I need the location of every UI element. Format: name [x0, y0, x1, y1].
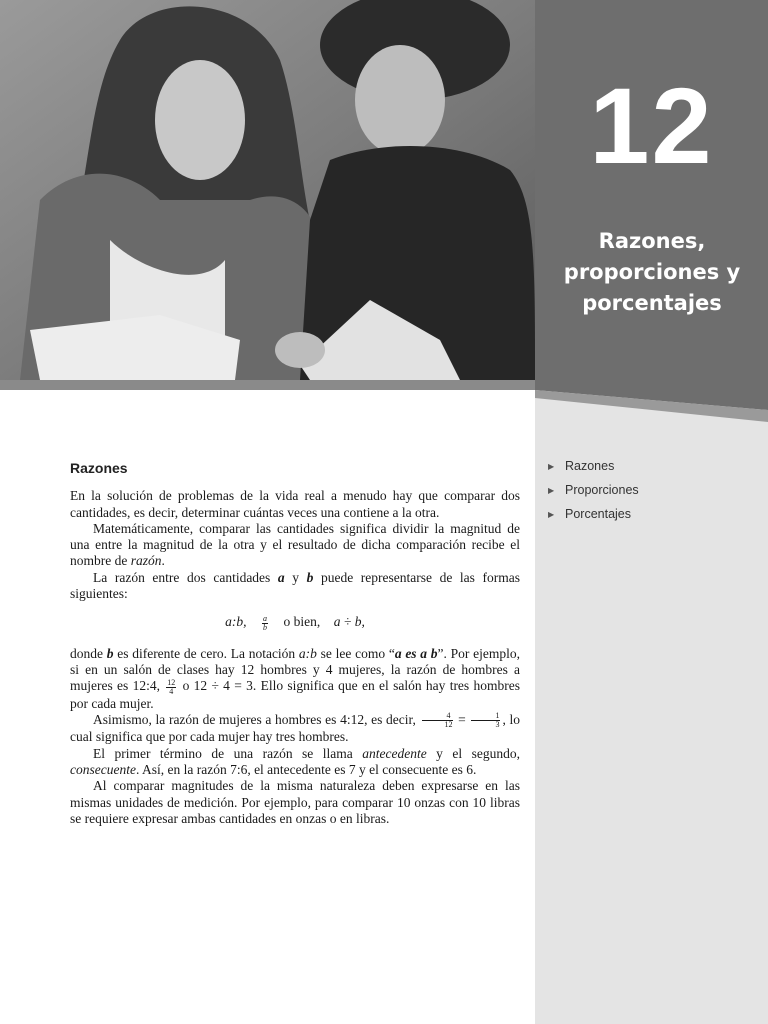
- paragraph-1: En la solución de problemas de la vida real a menudo hay que comparar dos cantidades, es decir, determinar cuántas veces una contiene a la otra.: [70, 488, 520, 520]
- chapter-number: 12: [589, 65, 714, 186]
- text-run: Matemáticamente, comparar las cantidades significa dividir la magnitud de una entre la magnitud de la otra y el resultado de dicha comparación recibe el nombre de: [70, 520, 520, 569]
- text-run: El primer término de una razón se llama: [93, 745, 363, 761]
- paragraph-7: Al comparar magnitudes de la misma naturaleza deben expresarse en las mismas unidades de medición. Por ejemplo, para comparar 10 onzas con 10 libras se requiere expresar ambas cantidades en onzas o en libras.: [70, 778, 520, 826]
- term-razon: razón: [130, 553, 162, 569]
- section-list-item-proporciones[interactable]: [548, 483, 758, 507]
- triangle-bullet-icon: ▶: [548, 462, 555, 471]
- section-list-item-porcentajes[interactable]: [548, 507, 758, 531]
- formula-connector: o bien,: [283, 614, 321, 630]
- text-run: La razón entre dos cantidades: [93, 569, 278, 585]
- fraction-numerator: a: [263, 613, 268, 623]
- text-run: se lee como “: [316, 645, 395, 661]
- text-run: puede representarse de las formas siguientes:: [70, 569, 520, 602]
- fraction-12-4: [166, 679, 176, 696]
- formula-division: a ÷ b,: [333, 614, 365, 630]
- triangle-bullet-icon: ▶: [548, 510, 555, 519]
- paragraph-2: [70, 521, 520, 570]
- chapter-title: [540, 226, 764, 319]
- chapter-header-block: [535, 0, 768, 390]
- notation-ab: a:b: [298, 645, 317, 661]
- text-run: . Así, en la razón 7:6, el antecedente es 7 y el consecuente es 6.: [135, 762, 477, 778]
- section-list-label: Proporciones: [565, 483, 639, 497]
- text-run: y el segundo,: [426, 745, 520, 761]
- fraction-denominator: 12: [444, 720, 453, 730]
- fraction-denominator: 4: [169, 686, 174, 696]
- text-run: =: [454, 712, 470, 728]
- chapter-title-line-3: porcentajes: [582, 291, 722, 315]
- chapter-photo: [0, 0, 535, 380]
- section-list-label: Porcentajes: [565, 507, 632, 521]
- formula-colon: a:b,: [225, 614, 247, 630]
- fraction-denominator: b: [263, 622, 268, 632]
- text-run: .: [161, 553, 165, 569]
- variable-b: b: [106, 645, 114, 661]
- fraction-numerator: 1: [471, 712, 500, 721]
- fraction-numerator: 12: [167, 677, 176, 687]
- fraction-numerator: 4: [422, 712, 453, 721]
- formula-fraction: [262, 615, 268, 632]
- text-run: donde: [70, 645, 107, 661]
- section-list-label: Razones: [565, 459, 615, 473]
- section-list: [548, 459, 758, 531]
- paragraph-5: [70, 712, 520, 746]
- term-antecedente: antecedente: [362, 745, 427, 761]
- paragraph-4: [70, 646, 520, 712]
- main-text: [70, 460, 520, 827]
- term-consecuente: consecuente: [70, 762, 136, 778]
- paragraph-6: [70, 746, 520, 779]
- ratio-forms-formula: [70, 614, 520, 631]
- variable-b: b: [306, 569, 314, 585]
- section-heading: Razones: [70, 460, 128, 476]
- paragraph-3: [70, 570, 520, 603]
- triangle-bullet-icon: ▶: [548, 486, 555, 495]
- text-run: , lo cual significa que por cada mujer hay tres hombres.: [70, 712, 520, 745]
- variable-a: a: [277, 569, 285, 585]
- fraction-denominator: 3: [495, 720, 500, 730]
- text-run: Asimismo, la razón de mujeres a hombres es 4:12, es decir,: [93, 712, 420, 728]
- two-students-reading-photo: [0, 0, 535, 380]
- section-list-item-razones[interactable]: [548, 459, 758, 483]
- fraction-1-3: [471, 712, 500, 729]
- chapter-title-line-1: Razones,: [598, 229, 706, 253]
- chapter-title-line-2: proporciones y: [563, 260, 741, 284]
- divider-band: [0, 380, 768, 426]
- text-run: y: [284, 569, 307, 585]
- text-run: es diferente de cero. La notación: [113, 645, 299, 661]
- text-run: ”. Por ejemplo, si en un salón de clases hay 12 hombres y 4 mujeres, la razón de hombres a mujeres es 12:4,: [70, 645, 520, 694]
- fraction-4-12: [422, 712, 453, 729]
- quote-a-es-a-b: a es a b: [394, 645, 438, 661]
- text-run: o 12 ÷ 4 = 3. Ello significa que en el salón hay tres hombres por cada mujer.: [70, 678, 520, 711]
